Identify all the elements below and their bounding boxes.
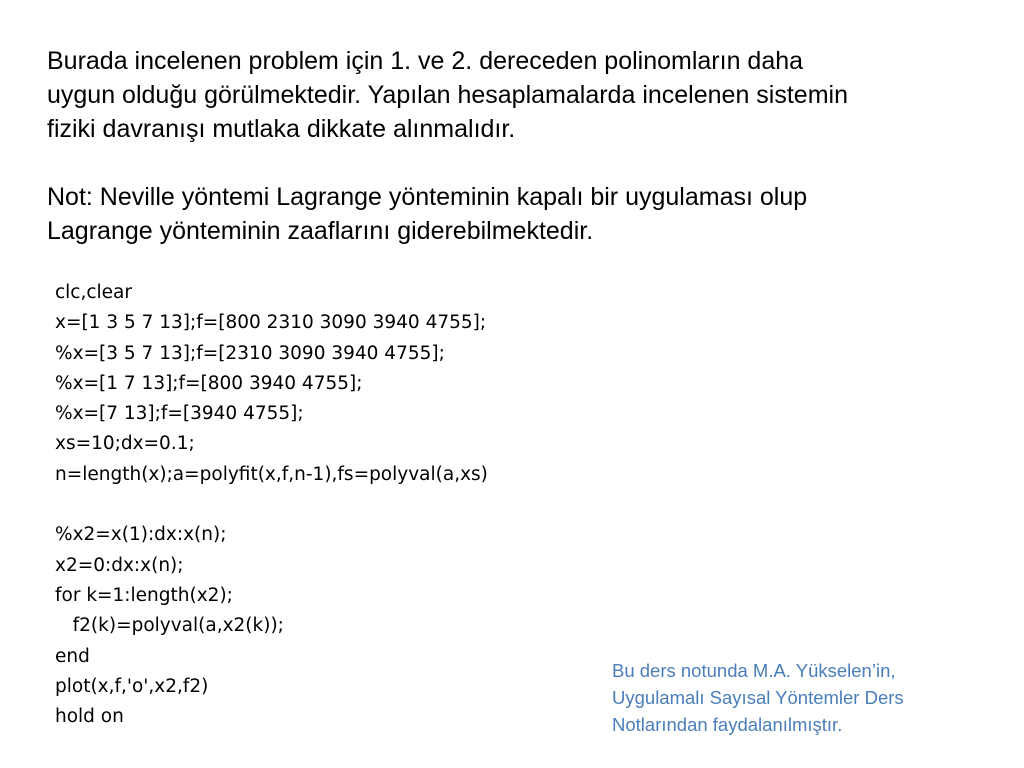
- note-paragraph: [47, 180, 807, 248]
- code-line: hold on: [55, 706, 124, 728]
- intro-line: uygun olduğu görülmektedir. Yapılan hesaplamalarda incelenen sistemin: [47, 81, 848, 109]
- code-line: end: [55, 645, 90, 667]
- code-line: for k=1:length(x2);: [55, 584, 233, 606]
- intro-line: fiziki davranışı mutlaka dikkate alınmalıdır.: [47, 115, 516, 143]
- code-line: plot(x,f,'o',x2,f2): [55, 675, 209, 697]
- code-line: xs=10;dx=0.1;: [55, 433, 195, 455]
- matlab-code-block: [55, 278, 488, 732]
- code-line: clc,clear: [55, 282, 132, 303]
- code-line: f2(k)=polyval(a,x2(k));: [55, 615, 284, 637]
- code-line: %x=[3 5 7 13];f=[2310 3090 3940 4755];: [55, 342, 445, 364]
- code-line: %x=[7 13];f=[3940 4755];: [55, 403, 304, 425]
- code-line: %x2=x(1):dx:x(n);: [55, 524, 227, 546]
- credit-line: Uygulamalı Sayısal Yöntemler Ders: [612, 687, 904, 708]
- credit-note: [612, 657, 904, 738]
- credit-line: Notlarından faydalanılmıştır.: [612, 714, 843, 735]
- note-line: Lagrange yönteminin zaaflarını giderebilmektedir.: [47, 217, 594, 245]
- code-line: x=[1 3 5 7 13];f=[800 2310 3090 3940 4755];: [55, 312, 487, 334]
- code-line: n=length(x);a=polyfit(x,f,n-1),fs=polyval(a,xs): [55, 463, 488, 485]
- intro-line: Burada incelenen problem için 1. ve 2. dereceden polinomların daha: [47, 47, 804, 75]
- code-line: x2=0:dx:x(n);: [55, 554, 184, 576]
- code-blank-line: [55, 490, 488, 520]
- note-line: Not: Neville yöntemi Lagrange yönteminin kapalı bir uygulaması olup: [47, 183, 808, 211]
- intro-paragraph: [47, 44, 848, 146]
- credit-line: Bu ders notunda M.A. Yükselen’in,: [612, 660, 896, 681]
- code-line: %x=[1 7 13];f=[800 3940 4755];: [55, 372, 363, 394]
